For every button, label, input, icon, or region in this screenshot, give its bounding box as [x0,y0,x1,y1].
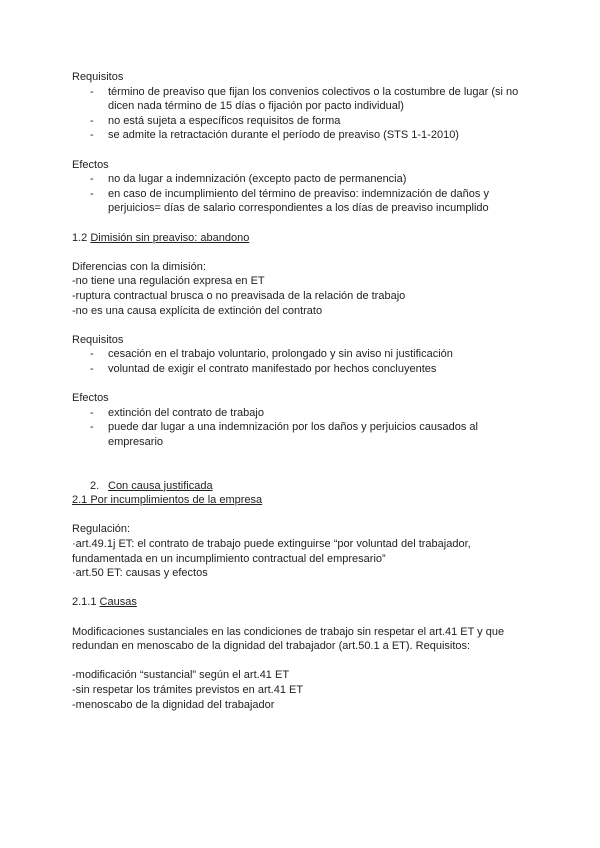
regulacion-line: ·art.49.1j ET: el contrato de trabajo puede extinguirse “por voluntad del trabajador, fundamentada en un incumplimiento contractual del empresario” [72,538,471,565]
diferencias-line: -no tiene una regulación expresa en ET [72,275,265,288]
section-heading-1-2 [72,231,532,246]
section-title: Dimisión sin preaviso: abandono [90,231,250,244]
efectos-heading: Efectos [72,158,109,171]
list-item: - cesación en el trabajo voluntario, prolongado y sin aviso ni justificación [72,347,532,362]
requisitos-list [72,347,532,376]
section-number: 2.1.1 [72,596,100,609]
section-number: 1.2 [72,231,91,244]
diferencias-line: -no es una causa explícita de extinción del contrato [72,304,323,317]
list-item: - no da lugar a indemnización (excepto pacto de permanencia) [72,172,532,187]
list-item: - se admite la retractación durante el período de preaviso (STS 1-1-2010) [72,128,532,143]
requisitos-heading: Requisitos [72,71,124,83]
section-heading-2-1-1 [72,595,532,610]
efectos-list [72,406,532,450]
section-heading-2 [72,479,532,494]
efectos-heading: Efectos [72,392,109,405]
list-item: - puede dar lugar a una indemnización por los daños y perjuicios causados al empresario [72,420,532,449]
diferencias-line: -ruptura contractual brusca o no preavisada de la relación de trabajo [72,289,406,302]
section-title: Con causa justificada [108,479,213,492]
list-item: - término de preaviso que fijan los convenios colectivos o la costumbre de lugar (si no dicen nada término de 15 días o fijación por pacto individual) [72,85,532,114]
list-item: - extinción del contrato de trabajo [72,406,532,421]
section-number: 2. [90,479,100,492]
numbered-section [72,479,532,494]
regulacion-heading: Regulación: [72,523,131,536]
causas-line: -menoscabo de la dignidad del trabajador [72,698,275,711]
list-item: - voluntad de exigir el contrato manifestado por hechos concluyentes [72,362,532,377]
requisitos-list [72,85,532,143]
requisitos-heading: Requisitos [72,333,124,346]
causas-line: -sin respetar los trámites previstos en art.41 ET [72,683,304,696]
list-item: - en caso de incumplimiento del término de preaviso: indemnización de daños y perjuicios= días de salario correspondientes a los días de preaviso incumplido [72,187,532,216]
list-item: - no está sujeta a específicos requisitos de forma [72,114,532,129]
diferencias-heading: Diferencias con la dimisión: [72,260,206,273]
causas-line: -modificación “sustancial” según el art.41 ET [72,669,290,682]
document-body [72,70,532,712]
efectos-list [72,172,532,216]
causas-paragraph: Modificaciones sustanciales en las condiciones de trabajo sin respetar el art.41 ET y que redundan en menoscabo de la dignidad del trabajador (art.50.1 a ET). Requisitos: [72,625,505,653]
section-heading-2-1: 2.1 Por incumplimientos de la empresa [72,494,263,507]
regulacion-line: ·art.50 ET: causas y efectos [72,567,208,580]
section-title: Causas [99,596,137,609]
